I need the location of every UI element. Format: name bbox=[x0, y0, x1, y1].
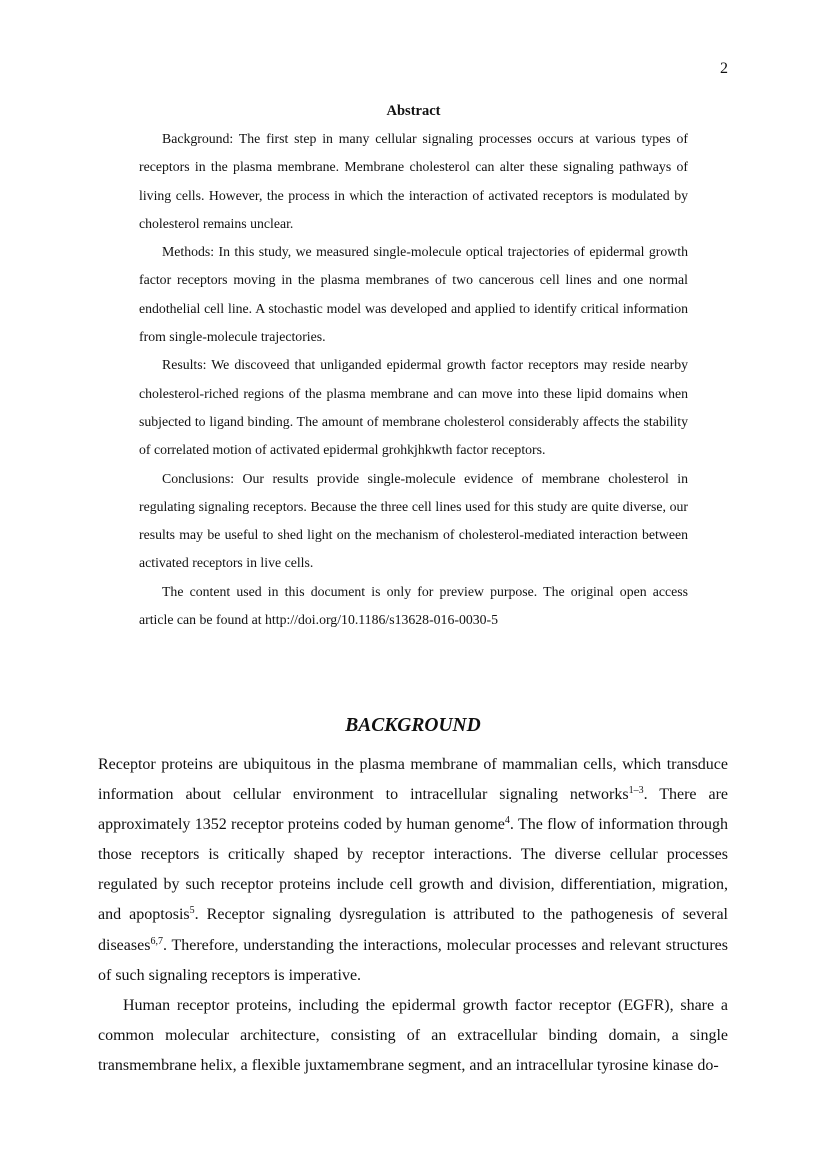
body-text-run: . Receptor signaling dysregulation is attributed to the pathogenesis of several diseases bbox=[98, 906, 728, 954]
body-text-run: . There are approximately 1352 receptor proteins coded by human genome bbox=[98, 786, 729, 834]
section-heading: BACKGROUND bbox=[345, 715, 481, 736]
abstract-conclusions: Conclusions: Our results provide single-molecule evidence of membrane cholesterol in regulating signaling receptors. Because the three cell lines used for this study are quite diverse, our results may be useful to shed light on the mechanism of cholesterol-mediated interaction between activated receptors in live cells. bbox=[139, 470, 688, 571]
body-text-run: Receptor proteins are ubiquitous in the plasma membrane of mammalian cells, which transduce information about cellular environment to intracellular signaling networks bbox=[98, 756, 728, 804]
citation-ref: 4 bbox=[504, 815, 510, 827]
body-paragraph-2: Human receptor proteins, including the epidermal growth factor receptor (EGFR), share a common molecular architecture, consisting of an extracellular binding domain, a single transmembrane helix, a flexible juxtamembrane segment, and an intracellular tyrosine kinase do- bbox=[98, 996, 728, 1074]
abstract-preview-note: The content used in this document is only for preview purpose. The original open access article can be found at http://doi.org/10.1186/s13628-016-0030-5 bbox=[139, 583, 688, 628]
body-text-run: . Therefore, understanding the interactions, molecular processes and relevant structures of such signaling receptors is imperative. bbox=[98, 936, 728, 984]
abstract-results: Results: We discoveed that unliganded epidermal growth factor receptors may reside nearby cholesterol-riched regions of the plasma membrane and can move into these lipid domains when subjected to ligand binding. The amount of membrane cholesterol considerably affects the stability of correlated motion of activated epidermal grohkjhkwth factor receptors. bbox=[139, 357, 688, 458]
abstract-methods: Methods: In this study, we measured single-molecule optical trajectories of epidermal growth factor receptors moving in the plasma membranes of two cancerous cell lines and one normal endothelial cell line. A stochastic model was developed and applied to identify critical information from single-molecule trajectories. bbox=[139, 244, 688, 345]
abstract bbox=[139, 100, 688, 634]
citation-ref: 1–3 bbox=[628, 785, 644, 797]
body-paragraph-1 bbox=[98, 750, 728, 991]
abstract-title: Abstract bbox=[386, 103, 441, 119]
citation-ref: 5 bbox=[189, 905, 195, 917]
body-text-run: . The flow of information through those receptors is critically shaped by receptor interactions. The diverse cellular processes regulated by such receptor proteins include cell growth and division, differentiation, migration, and apoptosis bbox=[98, 816, 729, 924]
page-number: 2 bbox=[720, 60, 728, 77]
body-text bbox=[98, 750, 728, 1081]
abstract-background: Background: The first step in many cellular signaling processes occurs at various types of receptors in the plasma membrane. Membrane cholesterol can alter these signaling pathways of living cells. However, the process in which the interaction of activated receptors is modulated by cholesterol remains unclear. bbox=[139, 131, 688, 231]
citation-ref: 6,7 bbox=[150, 935, 163, 947]
